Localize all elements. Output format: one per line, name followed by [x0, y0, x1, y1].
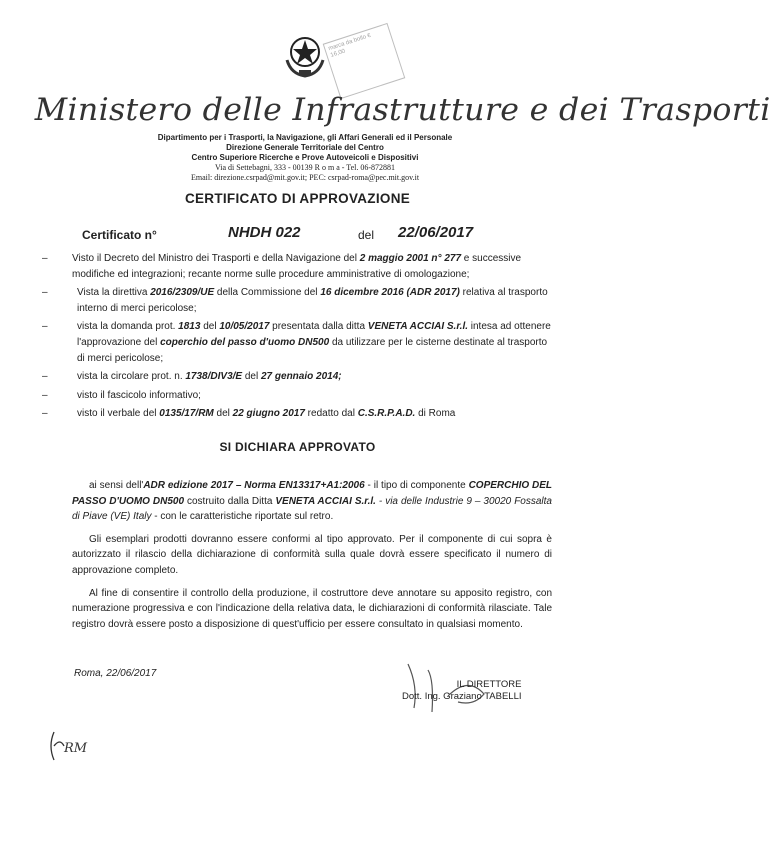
director-block	[402, 679, 522, 703]
italian-emblem-icon	[281, 30, 329, 80]
list-item: – Visto il Decreto del Ministro dei Trasporti e della Navigazione del 2 maggio 2001 n° 277 e successive modifiche ed integrazioni; recante norme sulle procedure amministrative di omologazione;	[42, 253, 522, 280]
bullet-dash: –	[42, 389, 48, 401]
director-title: IL DIRETTORE	[456, 679, 522, 690]
certificate-label: Certificato n°	[82, 228, 157, 242]
list-item: – vista la circolare prot. n. 1738/DIV3/E del 27 gennaio 2014;	[42, 369, 552, 385]
certificate-number: NHDH 022	[228, 224, 301, 241]
dept-line-1: Dipartimento per i Trasporti, la Navigazione, gli Affari Generali ed il Personale	[157, 133, 453, 142]
department-block	[110, 133, 500, 183]
document-title: CERTIFICATO DI APPROVAZIONE	[184, 191, 411, 206]
initials-icon	[46, 728, 96, 764]
ministry-name: Ministero delle Infrastrutture e dei Trasporti	[34, 92, 771, 128]
bullet-dash: –	[42, 408, 48, 420]
certificate-del: del	[358, 228, 375, 242]
list-item: – visto il verbale del 0135/17/RM del 22 giugno 2017 redatto dal C.S.R.P.A.D. di Roma	[42, 406, 552, 422]
revenue-stamp	[323, 23, 406, 99]
dept-address: Via di Settebagni, 333 - 00139 R o m a - Tel. 06-872881	[214, 163, 396, 172]
list-item: – vista la domanda prot. 1813 del 10/05/2017 presentata dalla ditta VENETA ACCIAI S.r.l. intesa ad ottenere l'approvazione del coperchio del passo d'uomo DN500 da utilizzare per le cisterne destinate al trasporto di merci pericolose;	[42, 321, 551, 364]
body-paragraph-1: ai sensi dell'ADR edizione 2017 – Norma EN13317+A1:2006 - il tipo di componente COPERCHIO DEL PASSO D'UOMO DN500 costruito dalla Ditta VENETA ACCIAI S.r.l. - via delle Industrie 9 – 30020 Fossalta di Piave (VE) Italy - con le caratteristiche riportate sul retro.	[72, 480, 552, 523]
dept-line-2: Direzione Generale Territoriale del Centro	[226, 143, 384, 152]
dept-line-3: Centro Superiore Ricerche e Prove Autoveicoli e Dispositivi	[191, 153, 419, 162]
stamp-text: marca da bollo € 16,00	[327, 32, 372, 59]
approval-heading: SI DICHIARA APPROVATO	[219, 440, 376, 454]
certificate-date: 22/06/2017	[398, 224, 474, 241]
bullet-dash: –	[42, 371, 48, 383]
list-item: – Vista la direttiva 2016/2309/UE della Commissione del 16 dicembre 2016 (ADR 2017) relativa al trasporto interno di merci pericolose;	[42, 287, 548, 314]
dept-email: Email: direzione.csrpad@mit.gov.it; PEC: csrpad-roma@pec.mit.gov.it	[190, 173, 420, 182]
body-paragraph-3: Al fine di consentire il controllo della produzione, il costruttore deve annotare su apposito registro, con numerazione progressiva e con l'indicazione della relativa data, le dichiarazioni di conformità rilasciate. Tale registro dovrà essere posto a disposizione di quest'ufficio per essere consultato in qualsiasi momento.	[72, 587, 552, 630]
list-item: – visto il fascicolo informativo;	[42, 388, 552, 404]
approval-body	[72, 478, 552, 639]
body-paragraph-2: Gli esemplari prodotti dovranno essere conformi al tipo approvato. Per il componente di cui sopra è autorizzato il rilascio della dichiarazione di conformità sulla quale dovrà essere specificato il numero di approvazione completo.	[72, 533, 552, 576]
bullet-dash: –	[42, 253, 48, 264]
initials-text: RM	[64, 741, 88, 756]
premises-list	[42, 251, 552, 422]
bullet-dash: –	[42, 287, 48, 299]
director-name: Dott. Ing. Graziano TABELLI	[402, 691, 522, 702]
place-date: Roma, 22/06/2017	[74, 668, 157, 679]
bullet-dash: –	[42, 321, 48, 333]
